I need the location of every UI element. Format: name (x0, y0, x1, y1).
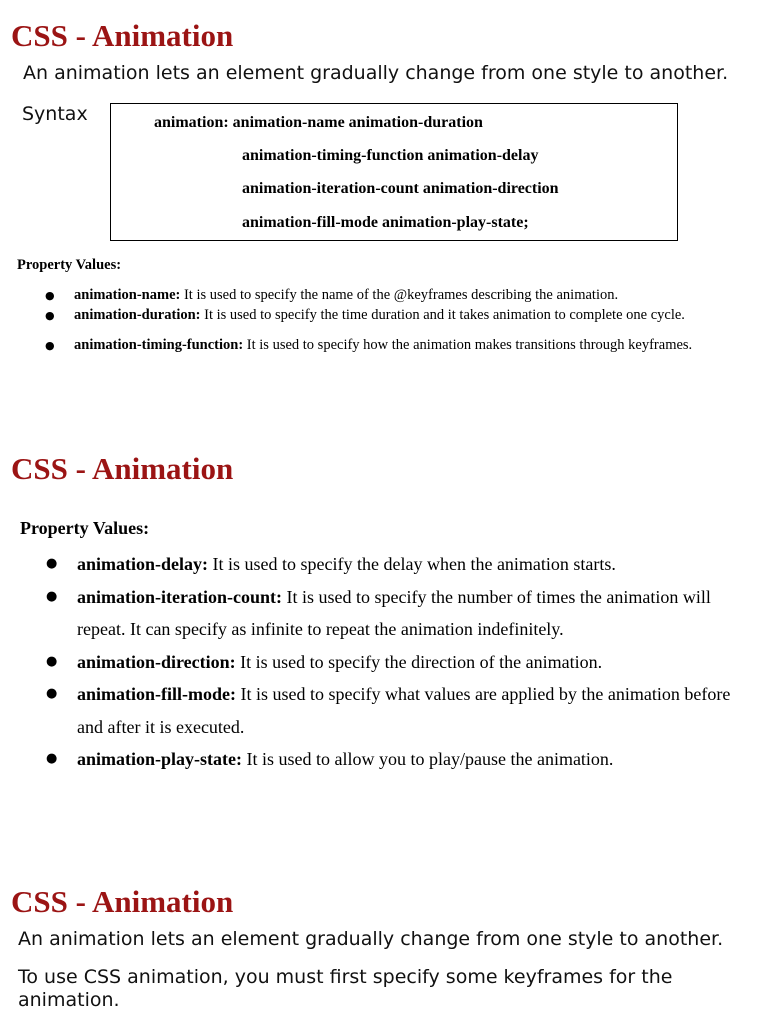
syntax-line: animation: animation-name animation-duration (154, 114, 483, 131)
property-desc: It is used to allow you to play/pause the animation. (242, 749, 614, 769)
property-name: animation-name: (74, 287, 181, 303)
slide-1-title: CSS - Animation (11, 18, 234, 53)
property-name: animation-delay: (77, 554, 209, 574)
property-name: animation-fill-mode: (77, 684, 236, 704)
slide-3-paragraph: An animation lets an element gradually change from one style to another. (18, 928, 724, 950)
property-name: animation-direction: (77, 651, 236, 672)
property-name: animation-iteration-count: (77, 586, 282, 607)
property-desc: It is used to specify what values are applied by the animation before and after it is executed. (77, 684, 731, 737)
list-item (77, 678, 747, 743)
list-item (74, 330, 744, 360)
property-name: animation-play-state: (77, 749, 242, 769)
property-list (74, 286, 744, 360)
property-name: animation-timing-function: (74, 337, 244, 353)
property-desc: It is used to specify the direction of the animation. (235, 651, 603, 672)
syntax-line: animation-iteration-count animation-direction (242, 180, 559, 197)
property-desc: It is used to specify the time duration and it takes animation to complete one cycle. (200, 307, 685, 323)
property-values-heading: Property Values: (20, 518, 150, 538)
list-item (77, 646, 747, 679)
list-item (77, 743, 747, 776)
property-list (77, 548, 747, 776)
list-item (77, 548, 747, 581)
slide-3-title: CSS - Animation (11, 884, 234, 919)
property-name: animation-duration: (74, 307, 201, 323)
property-values-heading: Property Values: (17, 257, 122, 273)
list-item (74, 300, 744, 330)
property-desc: It is used to specify the delay when the animation starts. (208, 554, 616, 574)
list-item (77, 581, 747, 646)
syntax-label: Syntax (22, 103, 88, 125)
property-desc: It is used to specify the number of times the animation will repeat. It can specify as infinite to repeat the animation indefinitely. (77, 586, 711, 639)
slide-3-paragraph: To use CSS animation, you must first specify some keyframes for the animation. (18, 966, 673, 1011)
property-desc: It is used to specify how the animation makes transitions through keyframes. (243, 337, 693, 353)
syntax-line: animation-fill-mode animation-play-state; (242, 214, 529, 231)
slide-2-title: CSS - Animation (11, 451, 234, 486)
property-desc: It is used to specify the name of the @keyframes describing the animation. (180, 287, 619, 303)
slide-1-intro: An animation lets an element gradually change from one style to another. (23, 62, 729, 84)
syntax-line: animation-timing-function animation-delay (242, 147, 539, 164)
syntax-box (110, 103, 678, 241)
